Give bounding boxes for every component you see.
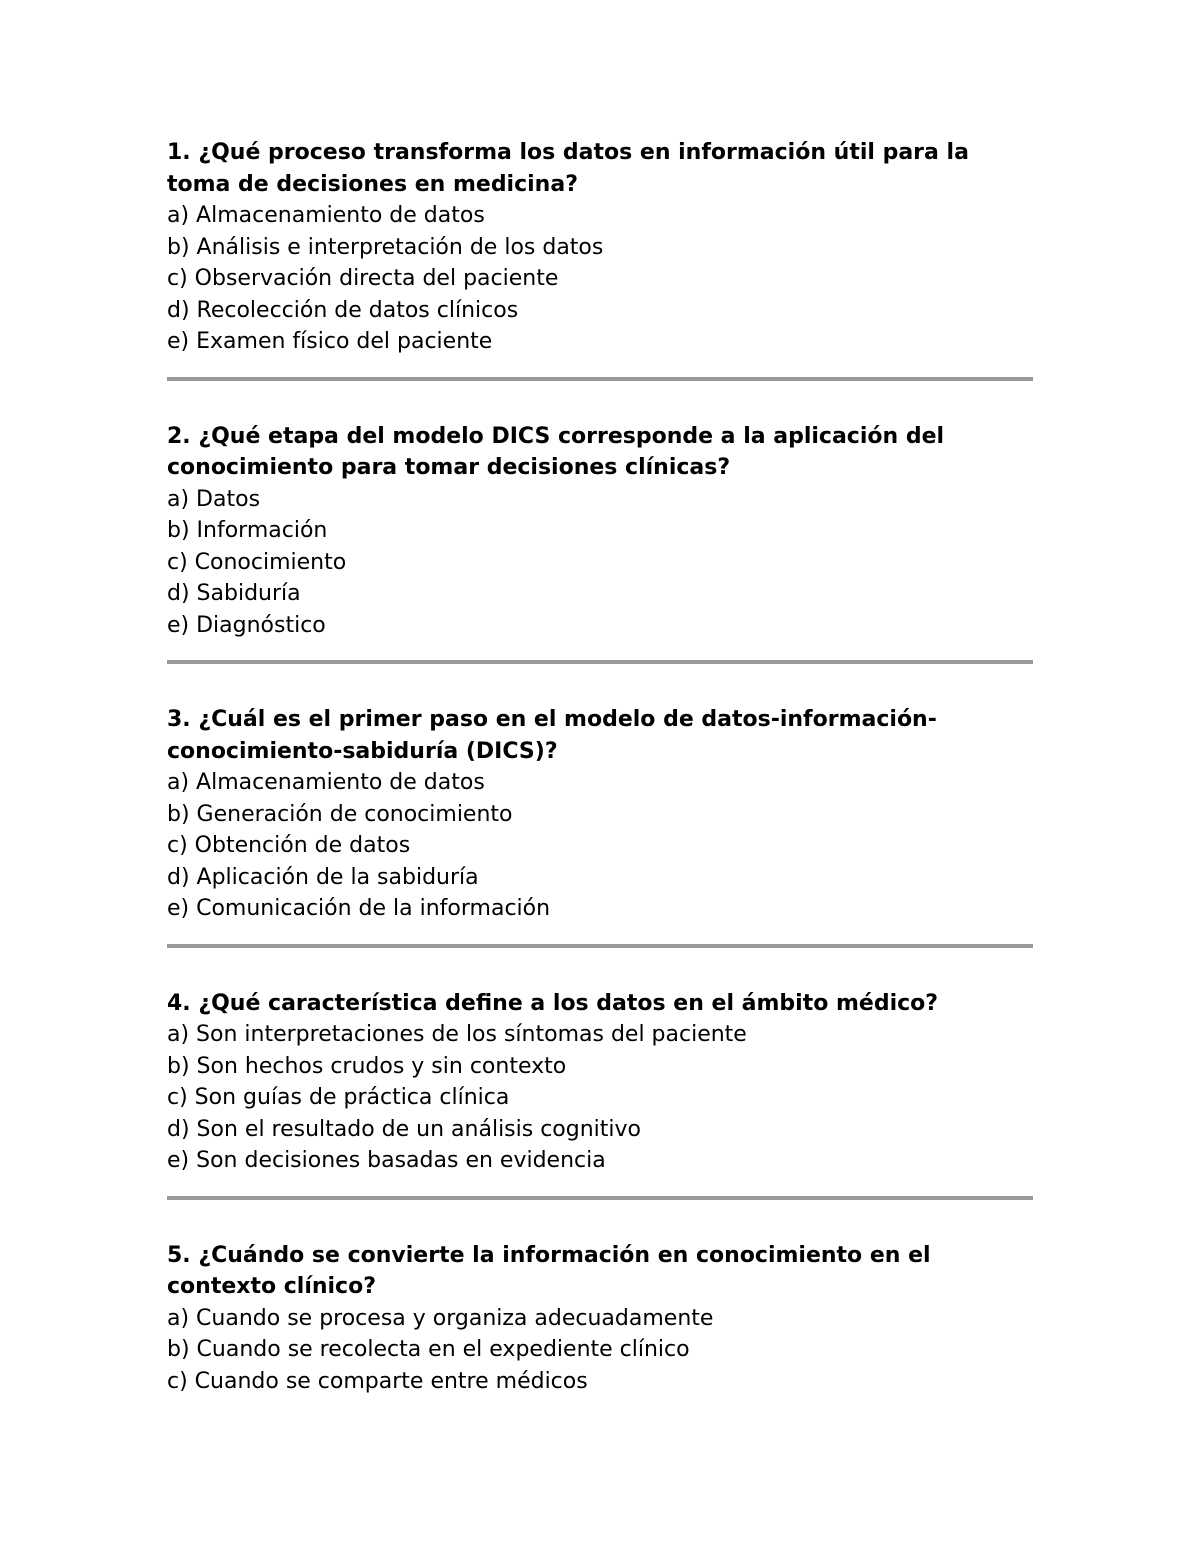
option-b: b) Generación de conocimiento xyxy=(167,801,513,827)
question-title: 2. ¿Qué etapa del modelo DICS corresponde a la aplicación del conocimiento para tomar decisiones clínicas? xyxy=(167,423,945,480)
question-1 xyxy=(167,137,1033,358)
divider xyxy=(167,660,1033,664)
question-title: 1. ¿Qué proceso transforma los datos en información útil para la toma de decisiones en medicina? xyxy=(167,140,969,197)
option-e: e) Diagnóstico xyxy=(167,612,326,638)
divider xyxy=(167,377,1033,381)
option-a: a) Almacenamiento de datos xyxy=(167,203,485,228)
option-b: b) Información xyxy=(167,518,328,543)
question-3 xyxy=(167,704,1033,925)
question-title: 5. ¿Cuándo se convierte la información en conocimiento en el contexto clínico? xyxy=(167,1242,931,1299)
option-c: c) Obtención de datos xyxy=(167,833,411,858)
divider xyxy=(167,944,1033,948)
option-b: b) Son hechos crudos y sin contexto xyxy=(167,1053,567,1079)
option-e: e) Examen físico del paciente xyxy=(167,329,493,354)
question-2 xyxy=(167,421,1033,642)
divider xyxy=(167,1196,1033,1200)
option-d: d) Son el resultado de un análisis cognitivo xyxy=(167,1116,642,1142)
question-title: 4. ¿Qué característica define a los datos en el ámbito médico? xyxy=(167,990,939,1016)
option-a: a) Son interpretaciones de los síntomas del paciente xyxy=(167,1022,747,1047)
option-d: d) Sabiduría xyxy=(167,581,301,606)
question-4 xyxy=(167,988,1033,1177)
option-a: a) Almacenamiento de datos xyxy=(167,770,485,795)
question-title: 3. ¿Cuál es el primer paso en el modelo de datos-información-conocimiento-sabiduría (DICS)? xyxy=(167,707,937,764)
quiz-page xyxy=(167,137,1033,1397)
option-c: c) Cuando se comparte entre médicos xyxy=(167,1368,588,1394)
option-b: b) Cuando se recolecta en el expediente clínico xyxy=(167,1337,690,1362)
question-5 xyxy=(167,1240,1033,1398)
option-c: c) Son guías de práctica clínica xyxy=(167,1085,510,1110)
option-b: b) Análisis e interpretación de los datos xyxy=(167,234,604,260)
option-e: e) Son decisiones basadas en evidencia xyxy=(167,1148,606,1173)
option-c: c) Observación directa del paciente xyxy=(167,266,559,291)
option-c: c) Conocimiento xyxy=(167,549,347,575)
option-d: d) Recolección de datos clínicos xyxy=(167,297,519,323)
option-a: a) Datos xyxy=(167,486,261,512)
option-a: a) Cuando se procesa y organiza adecuadamente xyxy=(167,1305,714,1331)
option-d: d) Aplicación de la sabiduría xyxy=(167,864,479,890)
option-e: e) Comunicación de la información xyxy=(167,896,551,921)
